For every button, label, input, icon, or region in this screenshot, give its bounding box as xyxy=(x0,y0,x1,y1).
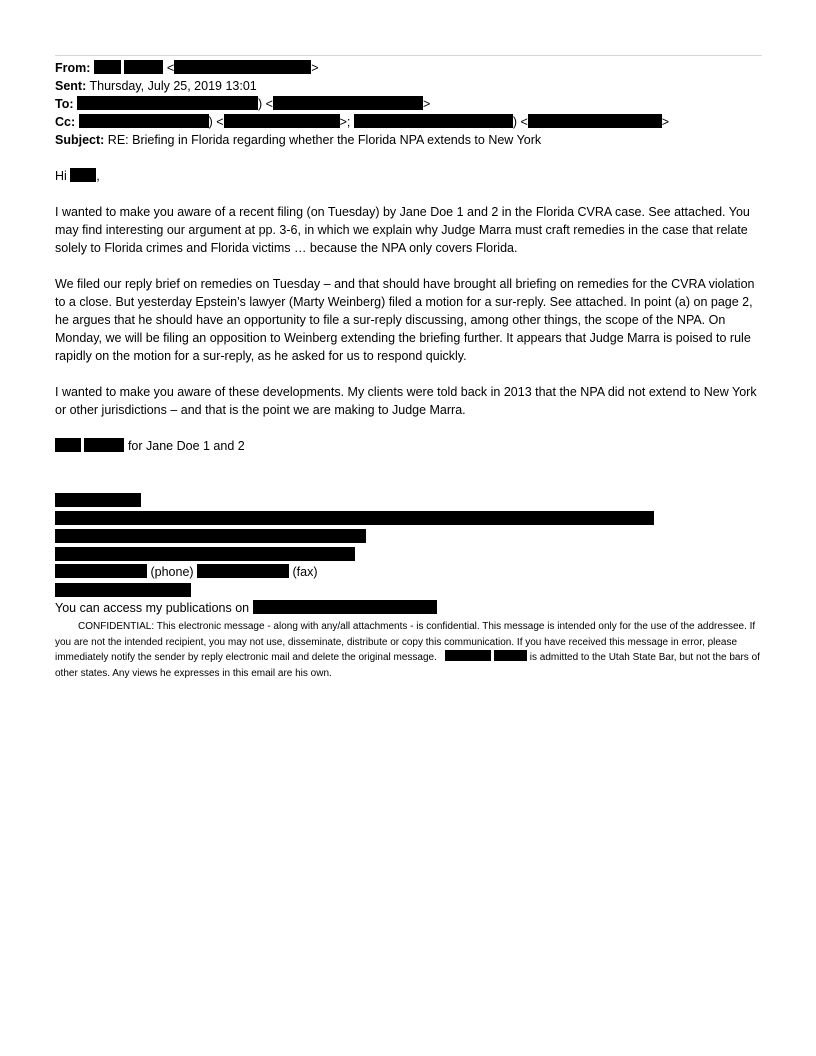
email-separator: >; xyxy=(339,115,354,129)
from-label: From: xyxy=(55,61,91,75)
sent-label: Sent: xyxy=(55,79,87,93)
header-divider xyxy=(55,55,762,56)
email-open-bracket: < xyxy=(166,61,175,75)
email-close-bracket: > xyxy=(311,61,319,75)
subject-value: RE: Briefing in Florida regarding whether the Florida NPA extends to New York xyxy=(107,133,542,147)
redaction-bar xyxy=(70,168,96,182)
to-label: To: xyxy=(55,97,74,111)
body-paragraph-1: I wanted to make you aware of a recent filing (on Tuesday) by Jane Doe 1 and 2 in the Florida CVRA case. See attached. You may find interesting our argument at pp. 3-6, in which we explain why Judge Marra must craft remedies in the case that relate solely to Florida crimes and Florida victims … because the NPA only covers Florida. xyxy=(55,205,750,255)
publications-text: You can access my publications on xyxy=(55,601,253,615)
body-paragraph-2: We filed our reply brief on remedies on Tuesday – and that should have brought all briefing on remedies for the CVRA violation to a close. But yesterday Epstein’s lawyer (Marty Weinberg) filed a motion for a sur-reply. See attached. In point (a) on page 2, he argues that he should have an opportunity to file a sur-reply discussing, among other things, the scope of the NPA. On Monday, we will be filing an opposition to Weinberg extending the briefing further. It appears that Judge Marra is poised to rule rapidly on the motion for a sur-reply, as he asked for us to respond quickly. xyxy=(55,277,755,363)
email-close-bracket: > xyxy=(422,97,431,111)
redaction-bar xyxy=(354,114,513,128)
redaction-bar xyxy=(79,114,209,128)
subject-line xyxy=(55,131,541,149)
from-line xyxy=(55,59,319,77)
redaction-bar xyxy=(94,60,121,74)
subject-label: Subject: xyxy=(55,133,105,147)
redaction-bar xyxy=(273,96,423,110)
redaction-bar xyxy=(528,114,662,128)
greeting-line xyxy=(55,167,100,185)
phone-fax-line xyxy=(55,563,318,581)
confidentiality-disclaimer xyxy=(55,619,765,681)
email-close-bracket: > xyxy=(661,115,670,129)
redaction-bar xyxy=(77,96,258,110)
redaction-bar xyxy=(55,529,366,543)
publications-line xyxy=(55,599,437,617)
cc-label: Cc: xyxy=(55,115,76,129)
redaction-bar xyxy=(55,564,147,578)
disclaimer-text: CONFIDENTIAL: This electronic message - along with any/all attachments - is confidential. This message is intended only for the use of the addressee. If you are not the intended recipient, you may not use, disseminate, distribute or copy this communication. If you have received this message in error, please immediately notify the sender by reply electronic mail and delete the original message. xyxy=(55,621,756,663)
body-paragraph-3: I wanted to make you aware of these developments. My clients were told back in 2013 that the NPA did not extend to New York or other jurisdictions – and that is the point we are making to Judge Marra. xyxy=(55,385,757,417)
phone-label: (phone) xyxy=(147,565,198,579)
email-open-bracket: ) < xyxy=(258,97,273,111)
redaction-bar xyxy=(55,493,141,507)
email-open-bracket: ) < xyxy=(512,115,528,129)
redaction-bar xyxy=(445,650,491,661)
redaction-bar xyxy=(174,60,311,74)
redaction-bar xyxy=(55,438,81,452)
redaction-bar xyxy=(124,60,163,74)
disclaimer-text-end: is admitted to the Utah State Bar, but not the bars of other states. Any views he expresses in this email are his own. xyxy=(55,652,760,679)
redaction-bar xyxy=(55,547,355,561)
fax-label: (fax) xyxy=(289,565,318,579)
sign-off-text: for Jane Doe 1 and 2 xyxy=(124,439,245,453)
cc-line xyxy=(55,113,669,131)
sent-line xyxy=(55,77,257,95)
greeting-hi: Hi xyxy=(55,169,67,183)
sign-off-line xyxy=(55,437,245,455)
to-line xyxy=(55,95,430,113)
redaction-bar xyxy=(494,650,527,661)
sent-value: Thursday, July 25, 2019 13:01 xyxy=(89,79,257,93)
redaction-bar xyxy=(197,564,289,578)
email-open-bracket: ) < xyxy=(208,115,224,129)
redaction-bar xyxy=(224,114,340,128)
redaction-bar xyxy=(55,583,191,597)
redaction-bar xyxy=(253,600,437,614)
greeting-comma: , xyxy=(96,169,100,183)
redaction-bar xyxy=(84,438,124,452)
redaction-bar xyxy=(55,511,654,525)
